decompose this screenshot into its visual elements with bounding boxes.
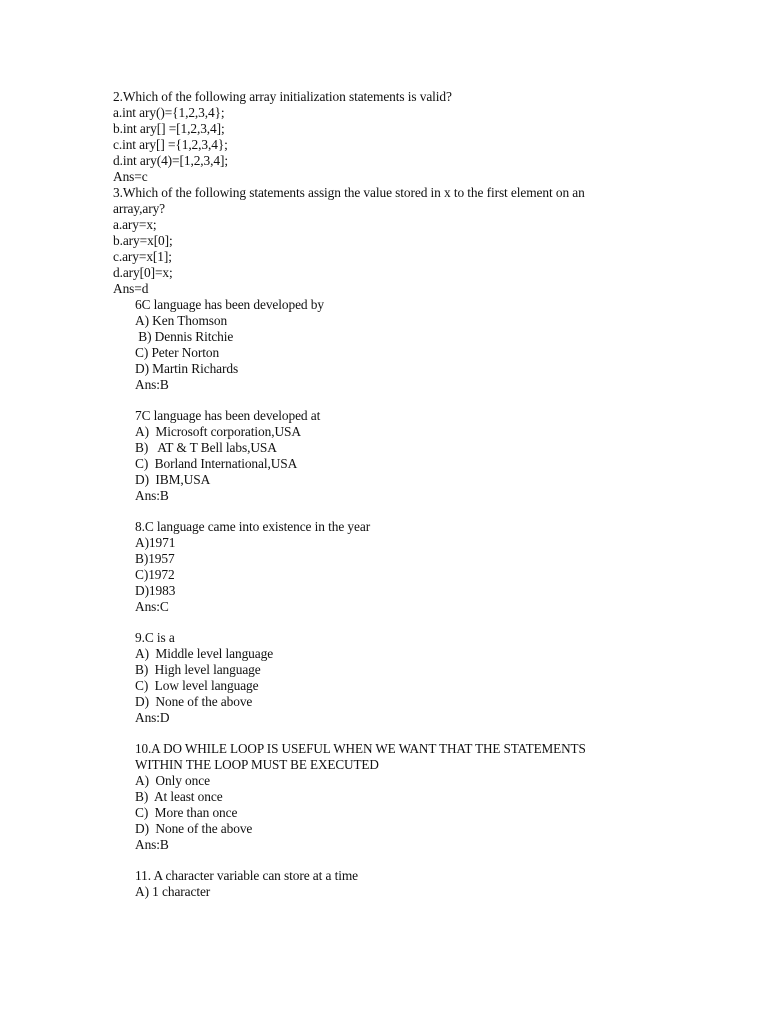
question-7-text: 7C language has been developed at — [135, 408, 321, 423]
question-2-text: 2.Which of the following array initialization statements is valid? — [113, 89, 452, 104]
question-3-option-c: c.ary=x[1]; — [113, 249, 172, 264]
question-6-option-b: B) Dennis Ritchie — [135, 329, 234, 344]
question-10-option-a: A) Only once — [135, 773, 210, 788]
question-9-answer: Ans:D — [135, 710, 170, 725]
question-8-option-a: A)1971 — [135, 535, 176, 550]
question-3-option-d: d.ary[0]=x; — [113, 265, 173, 280]
question-6-answer: Ans:B — [135, 377, 169, 392]
question-2-option-c: c.int ary[] ={1,2,3,4}; — [113, 137, 228, 152]
question-3-answer: Ans=d — [113, 281, 149, 296]
question-2-option-a: a.int ary()={1,2,3,4}; — [113, 105, 225, 120]
question-8-option-b: B)1957 — [135, 551, 175, 566]
question-2-option-d: d.int ary(4)=[1,2,3,4]; — [113, 153, 228, 168]
question-2-option-b: b.int ary[] =[1,2,3,4]; — [113, 121, 225, 136]
question-6-option-c: C) Peter Norton — [135, 345, 220, 360]
question-8-answer: Ans:C — [135, 599, 169, 614]
question-8-option-d: D)1983 — [135, 583, 176, 598]
question-9-text: 9.C is a — [135, 630, 175, 645]
question-9-option-a: A) Middle level language — [135, 646, 274, 661]
question-8-option-c: C)1972 — [135, 567, 175, 582]
question-7-option-b: B) AT & T Bell labs,USA — [135, 440, 277, 455]
question-9-option-b: B) High level language — [135, 662, 261, 677]
question-7-option-a: A) Microsoft corporation,USA — [135, 424, 301, 439]
question-10-option-c: C) More than once — [135, 805, 238, 820]
question-10-option-d: D) None of the above — [135, 821, 253, 836]
question-10-text-line2: WITHIN THE LOOP MUST BE EXECUTED — [135, 757, 379, 772]
question-3-text-line2: array,ary? — [113, 201, 166, 216]
question-2-answer: Ans=c — [113, 169, 148, 184]
question-9-option-c: C) Low level language — [135, 678, 259, 693]
question-10-text-line1: 10.A DO WHILE LOOP IS USEFUL WHEN WE WANT THAT THE STATEMENTS — [135, 741, 586, 756]
question-6-text: 6C language has been developed by — [135, 297, 324, 312]
question-3-option-a: a.ary=x; — [113, 217, 157, 232]
question-7-answer: Ans:B — [135, 488, 169, 503]
question-11-option-a: A) 1 character — [135, 884, 211, 899]
question-11-text: 11. A character variable can store at a time — [135, 868, 359, 883]
question-10-answer: Ans:B — [135, 837, 169, 852]
question-7-option-c: C) Borland International,USA — [135, 456, 298, 471]
question-10-option-b: B) At least once — [135, 789, 223, 804]
question-3-option-b: b.ary=x[0]; — [113, 233, 173, 248]
question-3-text-line1: 3.Which of the following statements assign the value stored in x to the first element on an — [113, 185, 585, 200]
question-7-option-d: D) IBM,USA — [135, 472, 211, 487]
question-9-option-d: D) None of the above — [135, 694, 253, 709]
question-6-option-d: D) Martin Richards — [135, 361, 239, 376]
question-6-option-a: A) Ken Thomson — [135, 313, 228, 328]
question-8-text: 8.C language came into existence in the year — [135, 519, 371, 534]
